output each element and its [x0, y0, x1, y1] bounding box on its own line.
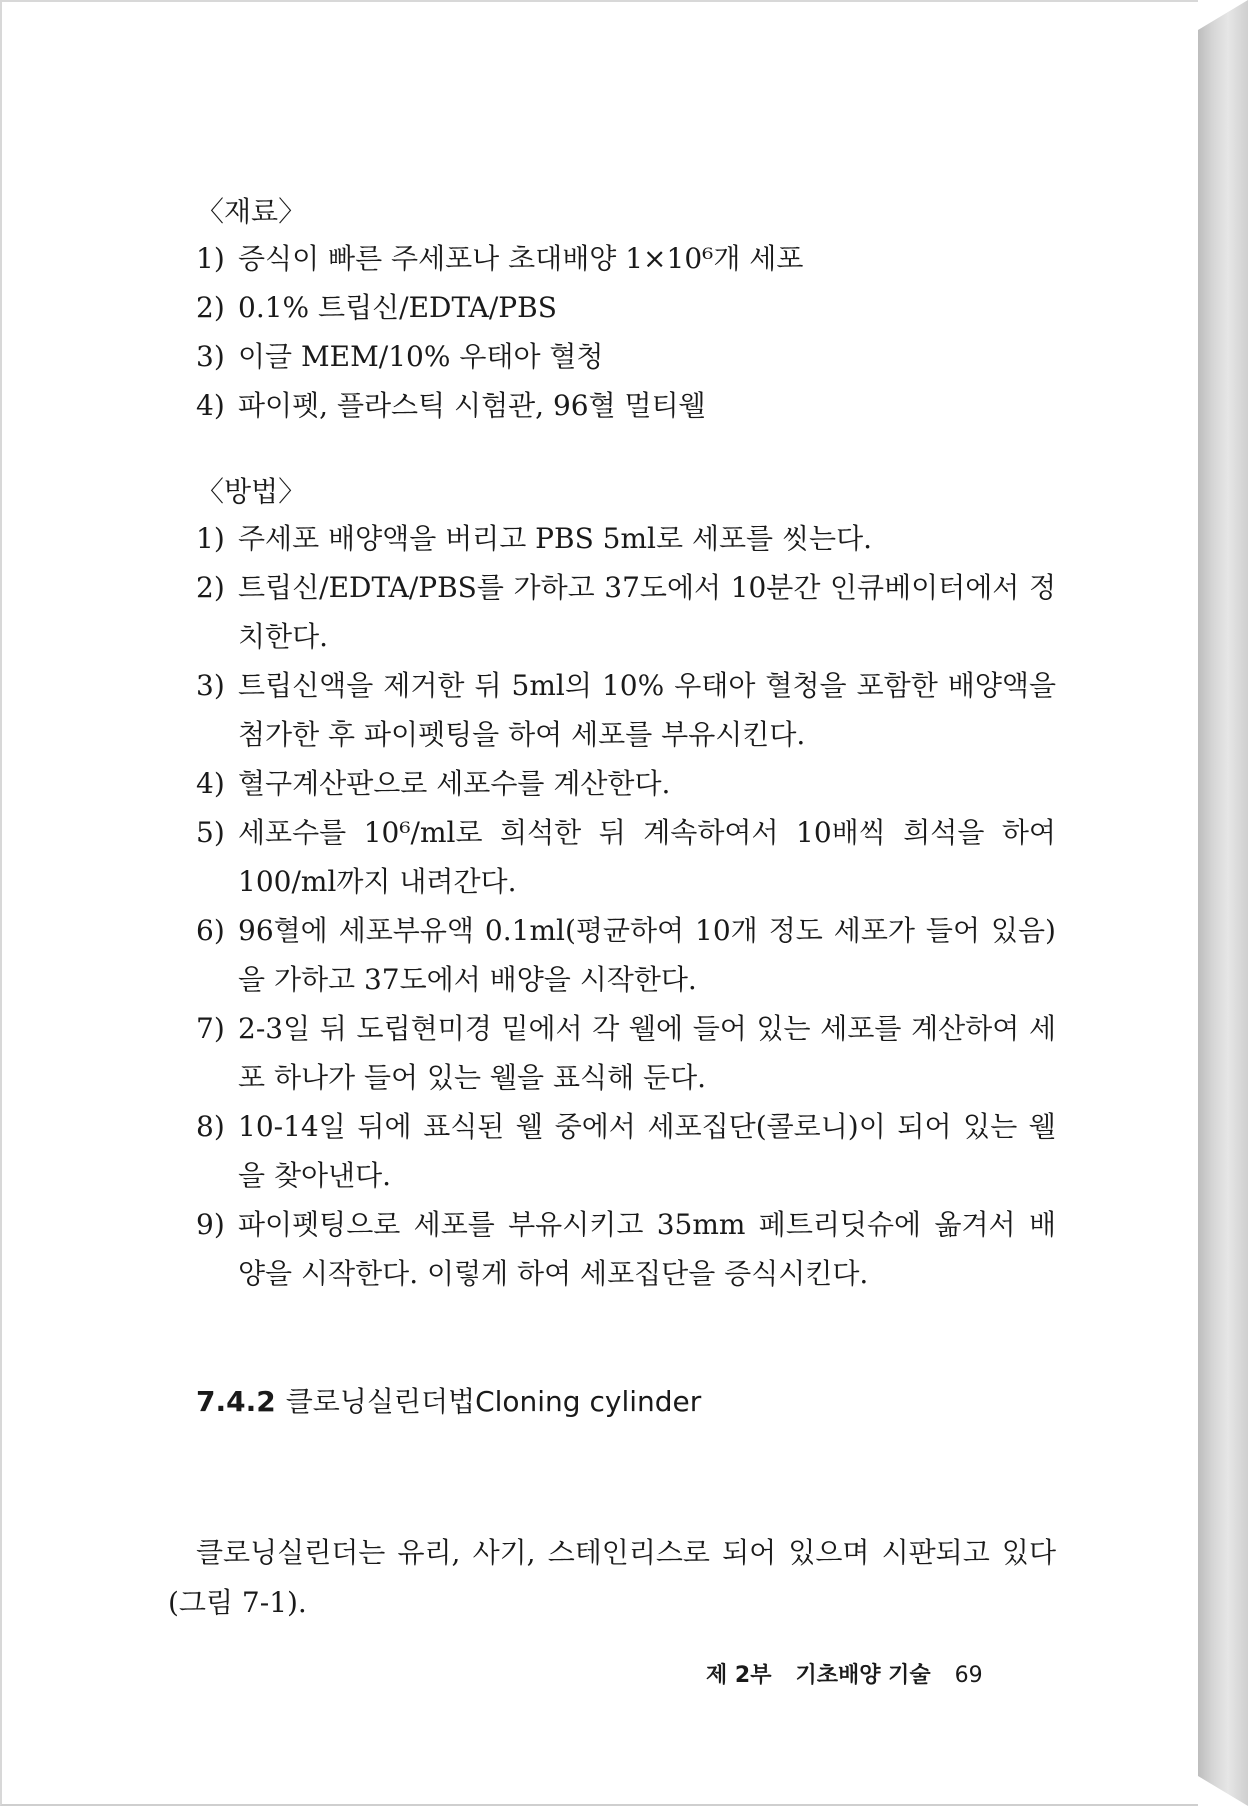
item-number: 8): [196, 1110, 225, 1143]
item-text: 96혈에 세포부유액 0.1ml(평균하여 10개 정도 세포가 들어 있음)을 가하고 37도에서 배양을 시작한다.: [238, 914, 1056, 996]
item-text: 주세포 배양액을 버리고 PBS 5ml로 세포를 씻는다.: [238, 522, 873, 555]
list-item: [196, 759, 1056, 808]
item-number: 1): [196, 522, 225, 555]
item-text: 트립신액을 제거한 뒤 5ml의 10% 우태아 혈청을 포함한 배양액을 첨가한 후 파이펫팅을 하여 세포를 부유시킨다.: [238, 669, 1056, 751]
list-item: [196, 332, 1056, 381]
section-number: 7.4.2: [196, 1385, 276, 1418]
list-item: [196, 808, 1056, 906]
item-text: 파이펫, 플라스틱 시험관, 96혈 멀티웰: [238, 389, 706, 422]
item-text: 혈구계산판으로 세포수를 계산한다.: [238, 767, 671, 800]
item-text: 10-14일 뒤에 표식된 웰 중에서 세포집단(콜로니)이 되어 있는 웰을 찾아낸다.: [238, 1110, 1056, 1192]
page-edge-bottom-corner: [1198, 1776, 1248, 1806]
item-number: 7): [196, 1012, 225, 1045]
item-number: 3): [196, 669, 225, 702]
section-heading: [196, 1382, 701, 1422]
list-item: [196, 234, 1056, 283]
method-heading: 〈방법〉: [196, 475, 307, 508]
list-item: [196, 1004, 1056, 1102]
footer-part: 제 2부: [706, 1663, 772, 1688]
list-item: [196, 283, 1056, 332]
item-number: 2): [196, 291, 225, 324]
materials-heading: 〈재료〉: [196, 195, 307, 228]
item-text: 파이펫팅으로 세포를 부유시키고 35mm 페트리딧슈에 옮겨서 배양을 시작한다. 이렇게 하여 세포집단을 증식시킨다.: [238, 1208, 1056, 1290]
item-number: 5): [196, 816, 225, 849]
list-item: [196, 661, 1056, 759]
running-footer: [706, 1658, 983, 1694]
method-list: [196, 514, 1056, 1298]
item-number: 4): [196, 389, 225, 422]
materials-list: [196, 234, 1056, 430]
list-item: [196, 1102, 1056, 1200]
page-stack-edge: [1198, 0, 1248, 1806]
item-text: 이글 MEM/10% 우태아 혈청: [238, 340, 604, 373]
section-title: 클로닝실린더법Cloning cylinder: [285, 1385, 702, 1418]
item-number: 1): [196, 242, 225, 275]
item-text: 0.1% 트립신/EDTA/PBS: [238, 291, 557, 324]
item-text: 2-3일 뒤 도립현미경 밑에서 각 웰에 들어 있는 세포를 계산하여 세포 하나가 들어 있는 웰을 표식해 둔다.: [238, 1012, 1056, 1094]
list-item: [196, 381, 1056, 430]
page-edge-top-corner: [1198, 0, 1248, 30]
item-number: 3): [196, 340, 225, 373]
page-content: [196, 190, 1056, 1298]
item-text: 세포수를 10⁶/ml로 희석한 뒤 계속하여서 10배씩 희석을 하여 100/ml까지 내려간다.: [238, 816, 1056, 898]
item-number: 9): [196, 1208, 225, 1241]
page-number: 69: [954, 1663, 983, 1688]
list-item: [196, 563, 1056, 661]
section-spacer: [196, 430, 1056, 470]
body-paragraph: 클로닝실린더는 유리, 사기, 스테인리스로 되어 있으며 시판되고 있다(그림 7-1).: [168, 1536, 1056, 1619]
item-number: 4): [196, 767, 225, 800]
item-number: 2): [196, 571, 225, 604]
item-text: 트립신/EDTA/PBS를 가하고 37도에서 10분간 인큐베이터에서 정치한다.: [238, 571, 1056, 653]
list-item: [196, 514, 1056, 563]
list-item: [196, 1200, 1056, 1298]
item-number: 6): [196, 914, 225, 947]
item-text: 증식이 빠른 주세포나 초대배양 1×10⁶개 세포: [238, 242, 804, 275]
footer-chapter-title: 기초배양 기술: [795, 1663, 931, 1688]
list-item: [196, 906, 1056, 1004]
